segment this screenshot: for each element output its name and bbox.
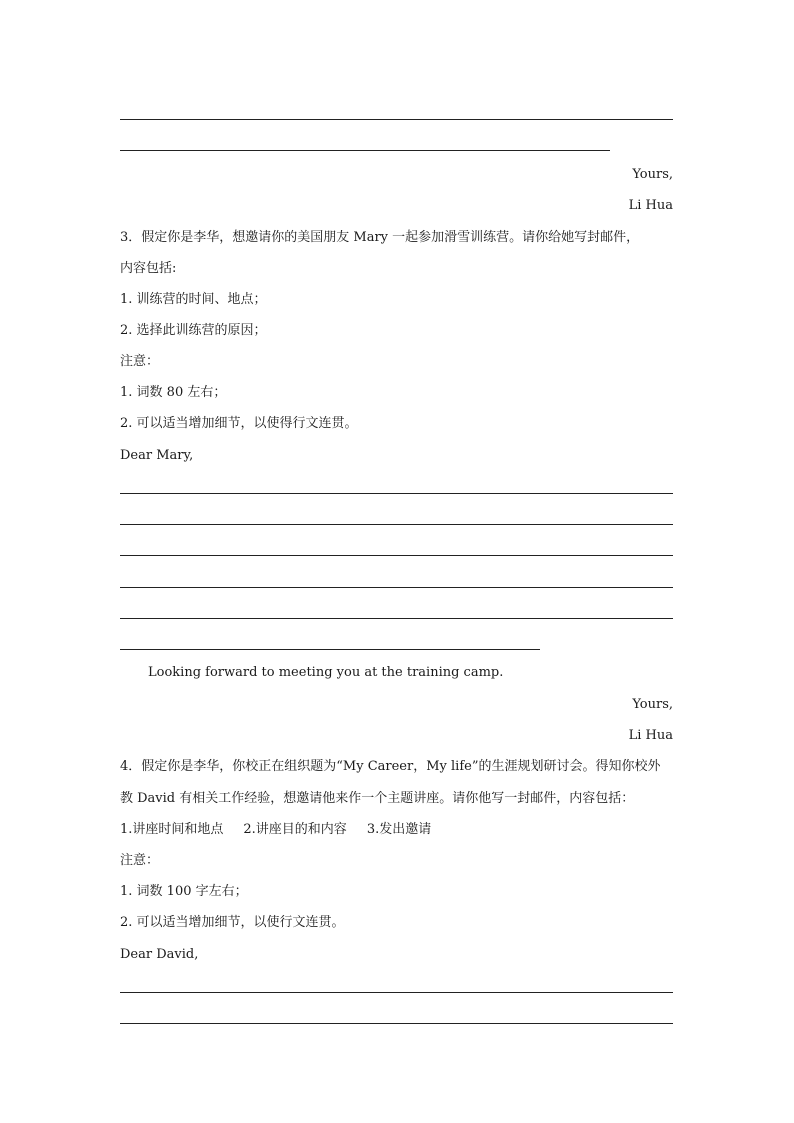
- q4-item2: 2.讲座目的和内容: [243, 822, 347, 837]
- answer-line[interactable]: [120, 587, 673, 588]
- q3-note-heading: 注意：: [120, 354, 160, 369]
- q3-note2: 2. 可以适当增加细节，以使得行文连贯。: [120, 416, 358, 431]
- answer-line[interactable]: [120, 992, 673, 993]
- q3-ending: Looking forward to meeting you at the training camp.: [148, 665, 504, 680]
- q4-salutation: Dear David,: [120, 947, 199, 962]
- answer-line: [120, 150, 610, 151]
- answer-line: [120, 119, 673, 120]
- q4-item1: 1.讲座时间和地点: [120, 822, 224, 837]
- q3-note1: 1. 词数 80 左右；: [120, 385, 227, 400]
- signature: Li Hua: [628, 198, 673, 213]
- q4-note2: 2. 可以适当增加细节，以使行文连贯。: [120, 915, 345, 930]
- q3-signature: Li Hua: [628, 728, 673, 743]
- q3-prompt-line1: 3．假定你是李华，想邀请你的美国朋友 Mary 一起参加滑雪训练营。请你给她写封邮件，: [120, 230, 640, 245]
- q3-item1: 1. 训练营的时间、地点；: [120, 292, 267, 307]
- answer-line[interactable]: [120, 1023, 673, 1024]
- q4-prompt-line2: 教 David 有相关工作经验，想邀请他来作一个主题讲座。请你他写一封邮件，内容包括：: [120, 791, 635, 806]
- answer-line[interactable]: [120, 649, 540, 650]
- q3-closing: Yours,: [632, 697, 673, 712]
- q4-note-heading: 注意：: [120, 853, 160, 868]
- q3-item2: 2. 选择此训练营的原因；: [120, 323, 267, 338]
- q4-item3: 3.发出邀请: [366, 822, 432, 837]
- q3-prompt-line2: 内容包括:: [120, 261, 177, 276]
- q4-items: [120, 821, 431, 839]
- q4-prompt-line1: 4．假定你是李华，你校正在组织题为“My Career，My life”的生涯规划研讨会。得知你校外: [120, 759, 661, 774]
- closing: Yours,: [632, 167, 673, 182]
- answer-line[interactable]: [120, 493, 673, 494]
- answer-line[interactable]: [120, 618, 673, 619]
- answer-line[interactable]: [120, 555, 673, 556]
- q3-salutation: Dear Mary,: [120, 448, 194, 463]
- answer-line[interactable]: [120, 524, 673, 525]
- q4-note1: 1. 词数 100 字左右；: [120, 884, 248, 899]
